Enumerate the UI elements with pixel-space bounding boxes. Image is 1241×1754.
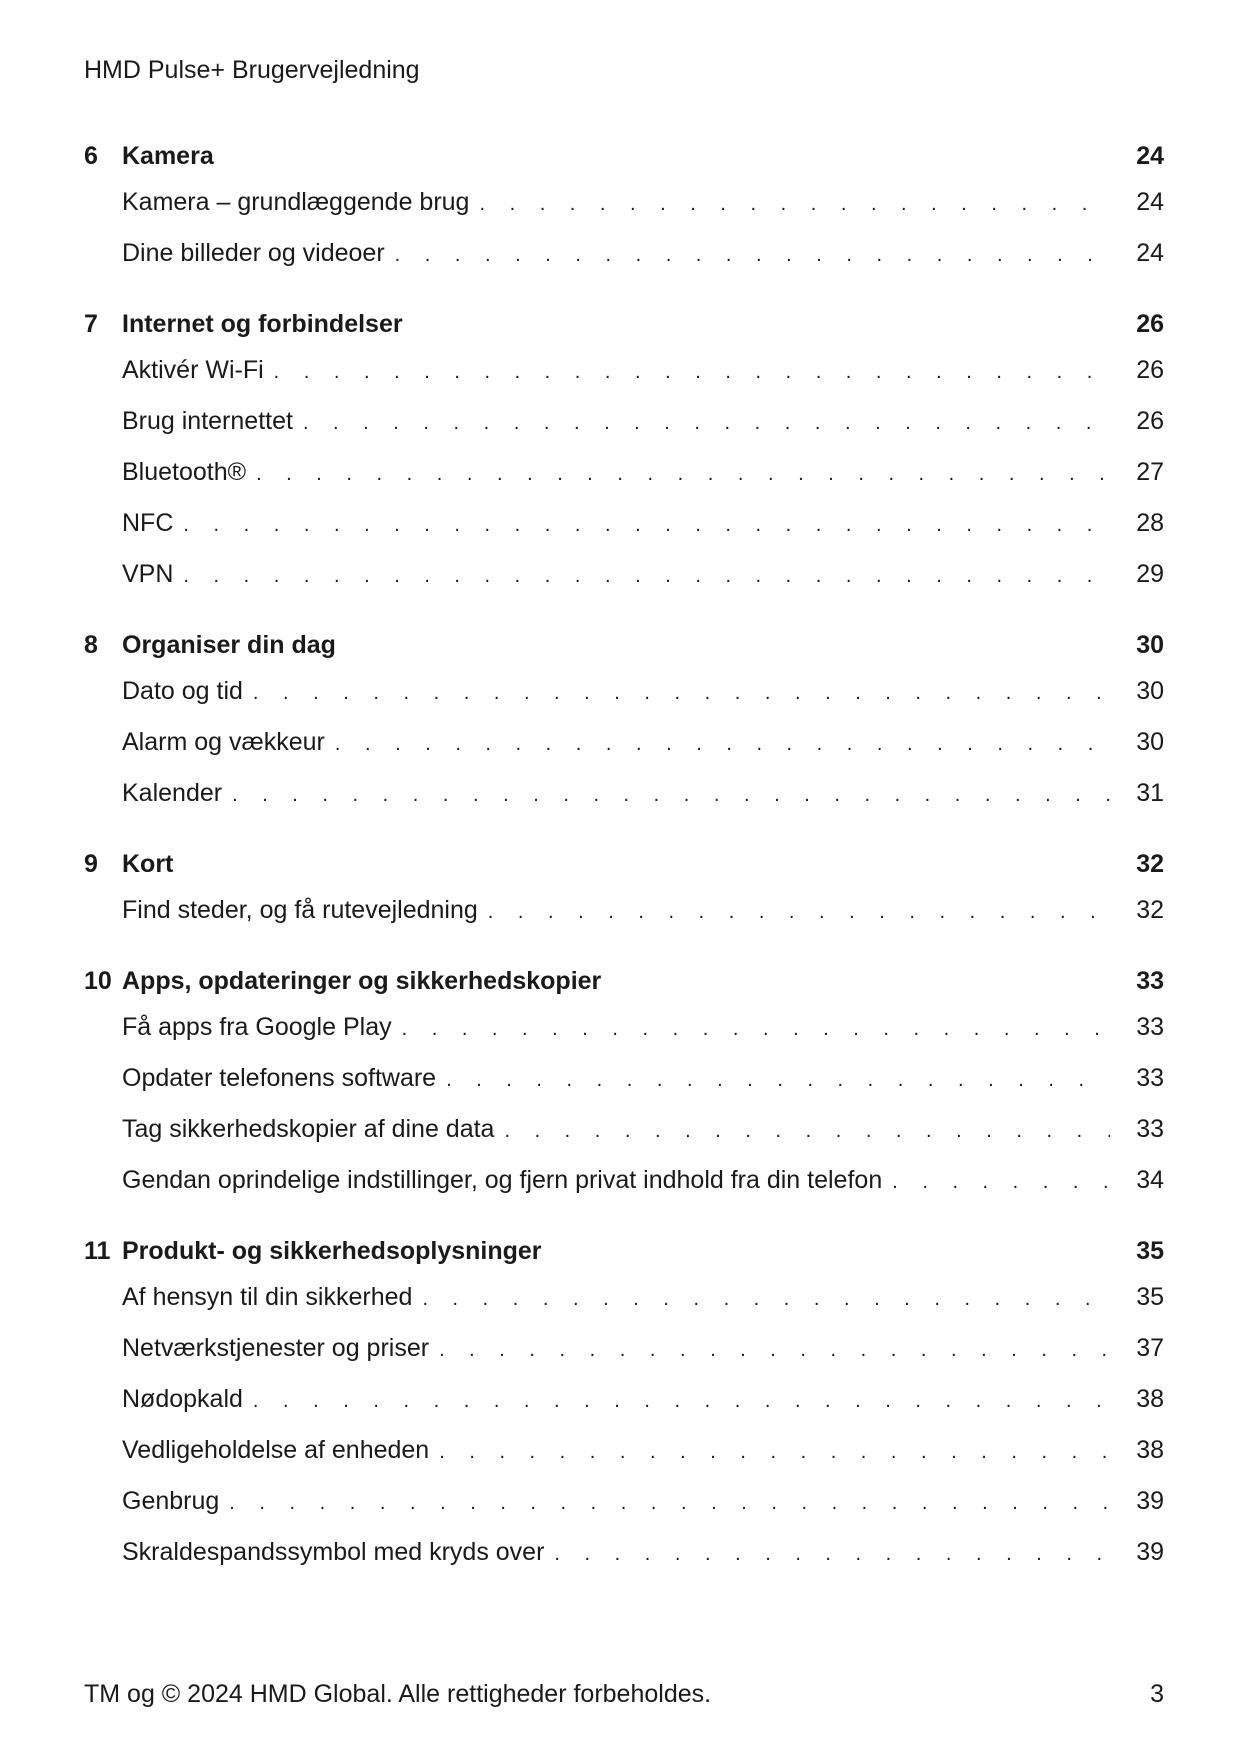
section-page-number: 32 [1136,850,1164,878]
section-number: 11 [84,1237,111,1265]
toc-section [84,304,1164,600]
section-number: 8 [84,631,98,659]
toc-entry[interactable] [84,1155,1164,1206]
entry-title: Netværkstjenester og priser [122,1334,430,1362]
dot-leader [479,179,1110,230]
entry-title: Dato og tid [122,677,243,705]
dot-leader [402,1004,1110,1055]
entry-page-number: 30 [1136,677,1164,705]
entry-page-number: 35 [1136,1283,1164,1311]
dot-leader [253,1376,1110,1427]
toc-entry[interactable] [84,177,1164,228]
section-title: Organiser din dag [122,631,336,659]
entry-page-number: 24 [1136,188,1164,216]
entry-title: VPN [122,560,174,588]
toc-section [84,1231,1164,1578]
dot-leader [303,398,1110,449]
section-title: Produkt- og sikkerhedsoplysninger [122,1237,542,1265]
section-page-number: 24 [1136,142,1164,170]
entry-title: Opdater telefonens software [122,1064,437,1092]
entry-title: Aktivér Wi-Fi [122,356,264,384]
section-number: 9 [84,850,98,878]
section-title: Internet og forbindelser [122,310,403,338]
toc-section-heading[interactable] [84,1231,1164,1272]
entry-title: Kalender [122,779,223,807]
section-title: Kort [122,850,174,878]
dot-leader [554,1529,1110,1580]
table-of-contents [84,136,1164,1603]
toc-entry[interactable] [84,1053,1164,1104]
dot-leader [395,230,1110,281]
entry-title: Dine billeder og videoer [122,239,385,267]
toc-entry[interactable] [84,228,1164,279]
dot-leader [274,347,1110,398]
entry-page-number: 38 [1136,1385,1164,1413]
dot-leader [422,1274,1110,1325]
toc-entry[interactable] [84,1104,1164,1155]
entry-title: Vedligeholdelse af enheden [122,1436,430,1464]
entry-page-number: 33 [1136,1115,1164,1143]
dot-leader [256,449,1110,500]
entry-title: Tag sikkerhedskopier af dine data [122,1115,495,1143]
toc-section [84,136,1164,279]
toc-entry[interactable] [84,717,1164,768]
toc-entry[interactable] [84,1527,1164,1578]
toc-entry[interactable] [84,498,1164,549]
dot-leader [183,500,1110,551]
entry-page-number: 33 [1136,1013,1164,1041]
dot-leader [892,1157,1110,1208]
toc-section-heading[interactable] [84,625,1164,666]
entry-title: Kamera – grundlæggende brug [122,188,470,216]
toc-section-heading[interactable] [84,136,1164,177]
entry-title: NFC [122,509,174,537]
toc-entry[interactable] [84,549,1164,600]
toc-section [84,961,1164,1206]
toc-section [84,625,1164,819]
entry-title: Genbrug [122,1487,220,1515]
toc-entry[interactable] [84,345,1164,396]
dot-leader [488,887,1110,938]
entry-title: Få apps fra Google Play [122,1013,392,1041]
entry-page-number: 33 [1136,1064,1164,1092]
toc-entry[interactable] [84,666,1164,717]
entry-title: Skraldespandssymbol med kryds over [122,1538,545,1566]
entry-page-number: 31 [1136,779,1164,807]
section-number: 6 [84,142,98,170]
entry-page-number: 32 [1136,896,1164,924]
entry-page-number: 37 [1136,1334,1164,1362]
entry-page-number: 26 [1136,407,1164,435]
section-page-number: 35 [1136,1237,1164,1265]
copyright-text: TM og © 2024 HMD Global. Alle rettigheder forbeholdes. [84,1680,712,1708]
toc-entry[interactable] [84,1323,1164,1374]
document-header: HMD Pulse+ Brugervejledning [84,56,420,84]
entry-page-number: 28 [1136,509,1164,537]
section-page-number: 26 [1136,310,1164,338]
entry-title: Gendan oprindelige indstillinger, og fjern privat indhold fra din telefon [122,1166,883,1194]
page-number: 3 [1150,1680,1164,1708]
toc-section-heading[interactable] [84,844,1164,885]
section-number: 7 [84,310,98,338]
dot-leader [232,770,1110,821]
entry-page-number: 24 [1136,239,1164,267]
entry-page-number: 30 [1136,728,1164,756]
toc-entry[interactable] [84,885,1164,936]
entry-page-number: 29 [1136,560,1164,588]
entry-title: Find steder, og få rutevejledning [122,896,478,924]
section-title: Apps, opdateringer og sikkerhedskopier [122,967,602,995]
entry-page-number: 34 [1136,1166,1164,1194]
dot-leader [229,1478,1110,1529]
section-page-number: 30 [1136,631,1164,659]
dot-leader [439,1325,1110,1376]
dot-leader [335,719,1110,770]
toc-entry[interactable] [84,1272,1164,1323]
dot-leader [439,1427,1110,1478]
entry-title: Nødopkald [122,1385,243,1413]
entry-title: Alarm og vækkeur [122,728,325,756]
dot-leader [183,551,1110,602]
toc-entry[interactable] [84,1374,1164,1425]
toc-entry[interactable] [84,1476,1164,1527]
section-title: Kamera [122,142,214,170]
entry-title: Af hensyn til din sikkerhed [122,1283,413,1311]
dot-leader [253,668,1110,719]
toc-section [84,844,1164,936]
entry-title: Brug internettet [122,407,293,435]
toc-entry[interactable] [84,1425,1164,1476]
section-page-number: 33 [1136,967,1164,995]
toc-entry[interactable] [84,768,1164,819]
entry-page-number: 27 [1136,458,1164,486]
toc-entry[interactable] [84,396,1164,447]
entry-page-number: 26 [1136,356,1164,384]
toc-section-heading[interactable] [84,961,1164,1002]
dot-leader [446,1055,1110,1106]
toc-section-heading[interactable] [84,304,1164,345]
entry-page-number: 38 [1136,1436,1164,1464]
entry-page-number: 39 [1136,1487,1164,1515]
page-footer [84,1680,1164,1709]
section-number: 10 [84,967,112,995]
toc-entry[interactable] [84,1002,1164,1053]
dot-leader [504,1106,1110,1157]
entry-title: Bluetooth® [122,458,247,486]
toc-entry[interactable] [84,447,1164,498]
entry-page-number: 39 [1136,1538,1164,1566]
